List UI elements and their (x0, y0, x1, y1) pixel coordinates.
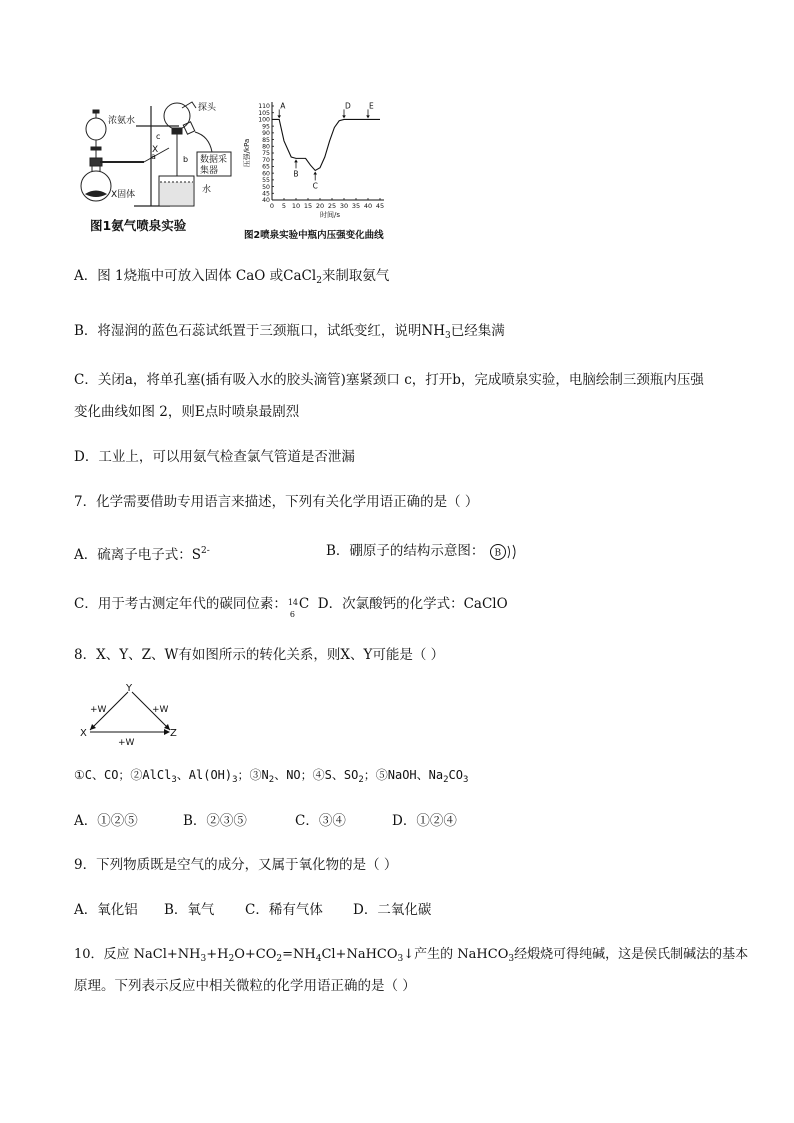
q8-choice-sub: 3 (171, 775, 177, 785)
x-tick-label: 5 (281, 202, 287, 210)
annotation-label: D (345, 101, 351, 111)
figure1-caption: 图1氨气喷泉实验 (90, 218, 187, 233)
q6-option-b-text: B．将湿润的蓝色石蕊试纸置于三颈瓶口，试纸变红，说明 (74, 323, 422, 339)
q10-text: 经煅烧可得纯碱，这是侯氏制碱法的基本 (514, 947, 749, 962)
x-axis-label: 时间/s (319, 211, 341, 219)
q9-option-a[interactable]: A．氧化铝 (74, 902, 138, 918)
y-tick-label: 85 (262, 136, 270, 144)
q10-sub: 3 (397, 954, 404, 964)
neck-c-label: c (156, 132, 161, 141)
q10-sub: 3 (508, 954, 515, 964)
y-tick-label: 50 (262, 183, 270, 191)
x-tick-label: 10 (291, 202, 301, 210)
q6-option-c-line2: 变化曲线如图 2，则E点时喷泉最剧烈 (74, 404, 300, 420)
q6-option-b-subscript: 3 (445, 331, 451, 341)
data-collector-label-line1: 数据采 (200, 155, 228, 165)
q6-option-a[interactable] (74, 266, 389, 291)
q10-text: 10．反应 NaCl+NH (74, 947, 201, 962)
xyz-transformation-triangle-diagram (78, 680, 183, 750)
valve-b-label: b (183, 155, 189, 164)
q8-choice-sub: 3 (232, 775, 238, 785)
y-tick-label: 60 (262, 170, 270, 178)
q8-option-a[interactable]: A．①②⑤ (74, 813, 138, 829)
q8-choice-sub: 2 (443, 775, 449, 785)
q10-sub: 2 (276, 954, 283, 964)
q6-option-b[interactable] (74, 321, 505, 346)
q7-option-c-d[interactable] (74, 594, 508, 619)
boron-atom-structure-diagram (489, 543, 523, 561)
x-tick-label: 20 (315, 202, 325, 210)
y-tick-label: 55 (262, 177, 270, 185)
diagram-node-z: Z (170, 728, 177, 739)
q10-sub: 4 (315, 954, 322, 964)
stop-x-label: X (152, 145, 159, 155)
annotation-label: B (293, 169, 299, 179)
q10-stem-line1 (74, 945, 748, 969)
q6-option-a-text: A．图 1烧瓶中可放入固体 CaO 或 (74, 268, 284, 284)
q8-choice-text: ；⑤NaOH、Na (363, 768, 444, 782)
y-tick-label: 95 (262, 123, 270, 131)
q7-option-b-text: B．硼原子的结构示意图： (326, 543, 485, 559)
q8-option-c[interactable]: C．③④ (295, 813, 346, 829)
q6-option-a-formula: CaCl (283, 268, 317, 284)
probe-label: 探头 (198, 103, 217, 113)
x-tick-label: 0 (269, 202, 275, 210)
valve-a-label: a (151, 152, 156, 161)
annotation-arrowhead (294, 159, 298, 162)
q6-option-a-subscript: 2 (316, 276, 322, 286)
collector-cable (195, 132, 212, 152)
q7-option-b[interactable] (326, 541, 523, 561)
q8-choice-text: 、Al(OH) (176, 768, 233, 782)
nuclide-symbol: C (298, 596, 310, 612)
y-tick-label: 45 (262, 190, 270, 198)
q8-choice-sub: 2 (268, 775, 275, 785)
y-tick-label: 80 (262, 143, 270, 151)
annotation-arrowhead (277, 115, 281, 118)
q6-option-c-line1[interactable]: C．关闭a，将单孔塞(插有吸入水的胶头滴管)塞紧颈口 c，打开b，完成喷泉实验，电脑绘制三颈瓶内压强 (74, 372, 704, 388)
q8-choice-sub: 3 (462, 775, 469, 785)
separatory-funnel (86, 110, 106, 158)
q9-stem: 9．下列物质既是空气的成分，又属于氧化物的是（ ） (74, 857, 398, 873)
q10-text: Cl+NaHCO (321, 947, 398, 962)
q7-option-a[interactable] (74, 541, 210, 565)
q8-choice-text: CO (448, 768, 463, 782)
y-tick-label: 75 (262, 150, 270, 158)
q6-option-a-text-end: 来制取氨气 (321, 268, 390, 284)
q6-option-b-formula: NH (421, 323, 446, 339)
annotation-label: A (280, 101, 286, 111)
water-label: 水 (202, 185, 212, 195)
q10-text: O+CO (234, 947, 277, 962)
q9-option-c[interactable]: C．稀有气体 (245, 902, 323, 918)
annotation-label: C (312, 181, 318, 191)
q10-sub: 2 (228, 954, 235, 964)
q8-choice-sub: 2 (358, 775, 364, 785)
q9-option-d[interactable]: D．二氧化碳 (353, 902, 432, 918)
q6-option-b-text-end: 已经集满 (450, 323, 505, 339)
ammonia-fountain-apparatus-figure (74, 96, 234, 216)
q7-option-a-superscript: 2- (201, 546, 210, 556)
x-tick-label: 30 (339, 202, 349, 210)
pressure-series-line (272, 119, 380, 170)
q7-option-a-text: A．硫离子电子式：S (74, 547, 201, 563)
y-tick-label: 65 (262, 163, 270, 171)
q8-choice-text: 、NO；④S、SO (274, 768, 359, 782)
q9-option-b[interactable]: B．氧气 (164, 902, 215, 918)
q8-option-b[interactable]: B．②③⑤ (183, 813, 247, 829)
x-tick-label: 25 (327, 202, 337, 210)
water-beaker (159, 176, 194, 206)
q7-stem: 7．化学需要借助专用语言来描述，下列有关化学用语正确的是（ ） (74, 494, 479, 510)
ammonia-water-label: 浓氨水 (108, 116, 136, 126)
carbon-14-nuclide (287, 595, 299, 619)
y-axis-label: 压强/kPa (243, 138, 251, 168)
q7-option-d-text: D．次氯酸钙的化学式：CaClO (317, 596, 508, 612)
q10-text: =NH (282, 947, 316, 962)
y-tick-label: 70 (262, 156, 270, 164)
x-tick-label: 15 (303, 202, 313, 210)
q8-choice-text: ；③N (237, 768, 269, 782)
pressure-change-chart (240, 96, 390, 226)
q7-option-c-text: C．用于考古测定年代的碳同位素： (74, 596, 287, 612)
diagram-node-y: Y (126, 683, 133, 694)
q8-stem: 8．X、Y、Z、W有如图所示的转化关系，则X、Y可能是（ ） (74, 647, 445, 663)
q10-text: ↓产生的 NaHCO (403, 947, 509, 962)
data-collector-label-line2: 集器 (200, 166, 219, 176)
y-tick-label: 100 (258, 116, 270, 124)
x-tick-label: 45 (375, 202, 385, 210)
nuclide-mass-number: 14 (287, 597, 299, 607)
q6-option-d[interactable]: D．工业上，可以用氨气检查氯气管道是否泄漏 (74, 449, 355, 465)
q8-choice-text: ①C、CO；②AlCl (74, 768, 172, 782)
q10-text: +H (206, 947, 229, 962)
q10-stem-line2: 原理。下列表示反应中相关微粒的化学用语正确的是（ ） (74, 978, 416, 994)
annotation-arrowhead (313, 171, 317, 174)
diagram-edge-left-label: +W (90, 705, 107, 715)
boron-nucleus-symbol: B (494, 548, 501, 558)
annotation-arrowhead (366, 115, 370, 118)
x-tick-label: 35 (351, 202, 361, 210)
x-tick-label: 40 (363, 202, 373, 210)
annotation-label: E (369, 101, 374, 111)
y-tick-label: 40 (262, 197, 270, 205)
annotation-arrowhead (342, 115, 346, 118)
q8-option-d[interactable]: D．①②④ (392, 813, 457, 829)
y-tick-label: 90 (262, 130, 270, 138)
figure2-caption: 图2喷泉实验中瓶内压强变化曲线 (244, 230, 384, 241)
y-tick-label: 110 (258, 103, 270, 111)
x-solid-label: X固体 (111, 190, 136, 200)
nuclide-atomic-number: 6 (289, 609, 295, 619)
y-tick-label: 105 (258, 109, 270, 117)
diagram-edge-bottom-label: +W (118, 738, 135, 748)
diagram-edge-right-label: +W (152, 705, 169, 715)
q10-sub: 3 (200, 954, 207, 964)
q8-choices (74, 765, 468, 790)
diagram-node-x: X (80, 728, 87, 739)
